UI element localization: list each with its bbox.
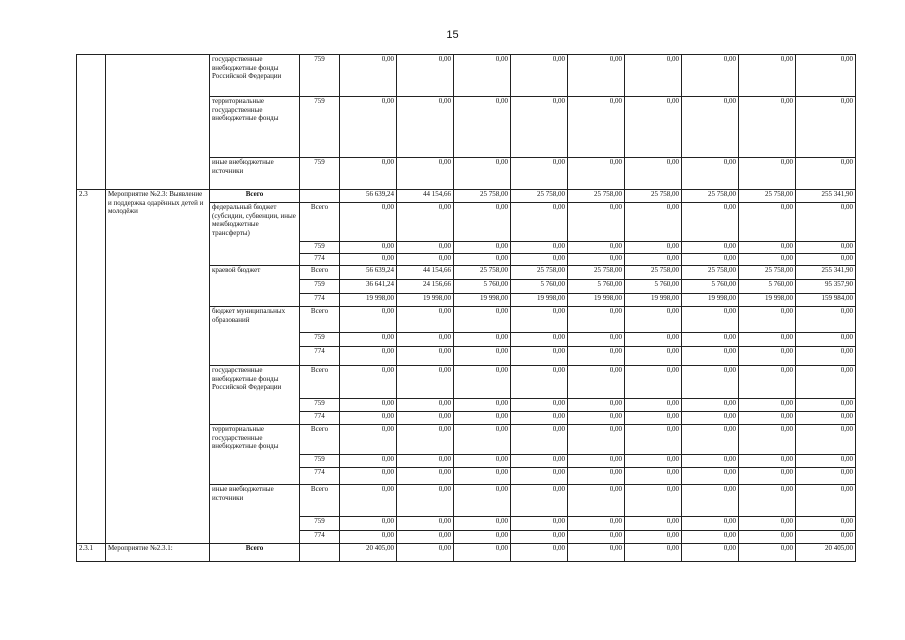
value-cell: 0,00 — [682, 158, 739, 190]
value-cell: 0,00 — [796, 366, 856, 399]
budget-code-cell: 774 — [300, 468, 340, 485]
value-cell: 0,00 — [454, 531, 511, 544]
value-cell: 0,00 — [340, 399, 397, 412]
value-cell: 0,00 — [739, 307, 796, 333]
value-cell: 0,00 — [796, 412, 856, 425]
budget-code-cell: 774 — [300, 254, 340, 266]
value-cell: 0,00 — [397, 242, 454, 254]
value-cell: 25 758,00 — [739, 266, 796, 280]
funding-source-cell: краевой бюджет — [210, 266, 300, 307]
value-cell: 0,00 — [739, 97, 796, 158]
value-cell: 0,00 — [397, 468, 454, 485]
total-label-cell: Всего — [210, 190, 300, 203]
budget-code-cell: Всего — [300, 203, 340, 242]
value-cell: 0,00 — [511, 333, 568, 347]
funding-source-cell: государственные внебюджетные фонды Российской Федерации — [210, 366, 300, 425]
value-cell: 0,00 — [796, 455, 856, 468]
budget-table — [76, 54, 856, 562]
value-cell: 0,00 — [454, 347, 511, 366]
value-cell: 19 998,00 — [625, 294, 682, 307]
value-cell: 0,00 — [568, 366, 625, 399]
value-cell: 0,00 — [796, 307, 856, 333]
value-cell: 0,00 — [568, 158, 625, 190]
value-cell: 0,00 — [397, 158, 454, 190]
value-cell: 0,00 — [397, 544, 454, 562]
measure-name-cell: Мероприятие №2.3: Выявление и поддержка одарённых детей и молодёжи — [106, 190, 210, 544]
row-number-cell: 2.3.1 — [77, 544, 106, 562]
value-cell: 0,00 — [340, 307, 397, 333]
value-cell: 0,00 — [682, 347, 739, 366]
value-cell: 0,00 — [454, 55, 511, 97]
value-cell: 0,00 — [397, 55, 454, 97]
value-cell: 0,00 — [625, 347, 682, 366]
value-cell: 0,00 — [397, 203, 454, 242]
value-cell: 0,00 — [340, 412, 397, 425]
value-cell: 0,00 — [397, 254, 454, 266]
budget-code-cell: Всего — [300, 307, 340, 333]
value-cell: 0,00 — [511, 366, 568, 399]
value-cell: 0,00 — [397, 307, 454, 333]
value-cell: 0,00 — [511, 425, 568, 455]
value-cell: 0,00 — [340, 485, 397, 517]
value-cell: 0,00 — [454, 517, 511, 531]
budget-code-cell: 759 — [300, 333, 340, 347]
value-cell: 0,00 — [739, 158, 796, 190]
value-cell: 0,00 — [397, 347, 454, 366]
value-cell: 19 998,00 — [397, 294, 454, 307]
value-cell: 0,00 — [568, 531, 625, 544]
budget-code-cell: 774 — [300, 347, 340, 366]
value-cell: 0,00 — [625, 333, 682, 347]
value-cell: 0,00 — [568, 544, 625, 562]
value-cell: 0,00 — [739, 347, 796, 366]
value-cell: 0,00 — [454, 307, 511, 333]
value-cell: 0,00 — [682, 399, 739, 412]
value-cell: 0,00 — [397, 517, 454, 531]
value-cell: 0,00 — [568, 517, 625, 531]
value-cell: 0,00 — [340, 242, 397, 254]
page-number: 15 — [446, 29, 459, 41]
value-cell: 19 998,00 — [568, 294, 625, 307]
budget-code-cell: 759 — [300, 242, 340, 254]
value-cell: 255 341,90 — [796, 266, 856, 280]
value-cell: 24 156,66 — [397, 280, 454, 294]
value-cell: 0,00 — [682, 517, 739, 531]
value-cell: 0,00 — [625, 412, 682, 425]
value-cell: 44 154,66 — [397, 190, 454, 203]
value-cell: 0,00 — [796, 254, 856, 266]
value-cell: 19 998,00 — [739, 294, 796, 307]
value-cell: 0,00 — [511, 242, 568, 254]
value-cell: 0,00 — [397, 399, 454, 412]
value-cell: 0,00 — [340, 455, 397, 468]
value-cell: 0,00 — [682, 468, 739, 485]
value-cell: 25 758,00 — [454, 266, 511, 280]
value-cell: 0,00 — [454, 399, 511, 412]
value-cell: 0,00 — [511, 254, 568, 266]
funding-source-cell: иные внебюджетные источники — [210, 158, 300, 190]
value-cell: 44 154,66 — [397, 266, 454, 280]
value-cell: 0,00 — [511, 485, 568, 517]
value-cell: 25 758,00 — [625, 266, 682, 280]
value-cell: 25 758,00 — [625, 190, 682, 203]
budget-code-cell: Всего — [300, 425, 340, 455]
value-cell: 0,00 — [568, 55, 625, 97]
value-cell: 0,00 — [454, 242, 511, 254]
value-cell: 0,00 — [739, 242, 796, 254]
value-cell: 0,00 — [739, 531, 796, 544]
value-cell: 0,00 — [739, 412, 796, 425]
value-cell: 0,00 — [682, 425, 739, 455]
value-cell: 0,00 — [625, 517, 682, 531]
value-cell: 0,00 — [739, 544, 796, 562]
value-cell: 0,00 — [625, 399, 682, 412]
budget-code-cell: 774 — [300, 531, 340, 544]
budget-code-cell: 759 — [300, 517, 340, 531]
value-cell: 0,00 — [625, 455, 682, 468]
table-row — [77, 55, 856, 97]
funding-source-cell: иные внебюджетные источники — [210, 485, 300, 544]
value-cell: 0,00 — [625, 307, 682, 333]
value-cell: 25 758,00 — [454, 190, 511, 203]
value-cell: 0,00 — [397, 97, 454, 158]
budget-code-cell: 759 — [300, 97, 340, 158]
value-cell: 0,00 — [739, 399, 796, 412]
value-cell: 0,00 — [340, 97, 397, 158]
value-cell: 255 341,90 — [796, 190, 856, 203]
funding-source-cell: территориальные государственные внебюджетные фонды — [210, 425, 300, 485]
value-cell: 25 758,00 — [739, 190, 796, 203]
measure-name-cell — [106, 55, 210, 190]
value-cell: 0,00 — [568, 399, 625, 412]
value-cell: 0,00 — [511, 455, 568, 468]
budget-code-cell: 774 — [300, 294, 340, 307]
value-cell: 56 639,24 — [340, 190, 397, 203]
measure-name-cell: Мероприятие №2.3.1: — [106, 544, 210, 562]
budget-code-cell: Всего — [300, 366, 340, 399]
value-cell: 0,00 — [511, 517, 568, 531]
value-cell: 0,00 — [568, 425, 625, 455]
value-cell: 0,00 — [568, 254, 625, 266]
value-cell: 25 758,00 — [568, 190, 625, 203]
value-cell: 0,00 — [511, 158, 568, 190]
value-cell: 0,00 — [397, 412, 454, 425]
value-cell: 0,00 — [796, 347, 856, 366]
value-cell: 5 760,00 — [739, 280, 796, 294]
value-cell: 0,00 — [454, 158, 511, 190]
value-cell: 0,00 — [682, 366, 739, 399]
value-cell: 0,00 — [739, 366, 796, 399]
value-cell: 0,00 — [397, 366, 454, 399]
value-cell: 0,00 — [511, 97, 568, 158]
value-cell: 0,00 — [796, 242, 856, 254]
funding-source-cell: бюджет муниципальных образований — [210, 307, 300, 366]
value-cell: 0,00 — [340, 203, 397, 242]
value-cell: 5 760,00 — [454, 280, 511, 294]
value-cell: 0,00 — [454, 468, 511, 485]
budget-code-cell: 759 — [300, 280, 340, 294]
value-cell: 0,00 — [796, 333, 856, 347]
value-cell: 19 998,00 — [682, 294, 739, 307]
value-cell: 25 758,00 — [682, 190, 739, 203]
value-cell: 0,00 — [568, 333, 625, 347]
value-cell: 0,00 — [397, 455, 454, 468]
value-cell: 0,00 — [739, 468, 796, 485]
value-cell: 0,00 — [796, 468, 856, 485]
funding-source-cell: федеральный бюджет (субсидии, субвенции, иные межбюджетные трансферты) — [210, 203, 300, 266]
value-cell: 0,00 — [511, 203, 568, 242]
value-cell: 0,00 — [739, 485, 796, 517]
value-cell: 0,00 — [568, 203, 625, 242]
value-cell: 0,00 — [340, 254, 397, 266]
value-cell: 0,00 — [511, 399, 568, 412]
value-cell: 0,00 — [682, 97, 739, 158]
budget-code-cell: 759 — [300, 399, 340, 412]
funding-source-cell: государственные внебюджетные фонды Российской Федерации — [210, 55, 300, 97]
value-cell: 0,00 — [454, 203, 511, 242]
value-cell: 0,00 — [739, 425, 796, 455]
value-cell: 0,00 — [568, 307, 625, 333]
value-cell: 0,00 — [568, 455, 625, 468]
value-cell: 0,00 — [454, 412, 511, 425]
value-cell: 0,00 — [796, 517, 856, 531]
value-cell: 0,00 — [340, 347, 397, 366]
value-cell: 0,00 — [454, 366, 511, 399]
value-cell: 0,00 — [739, 55, 796, 97]
budget-code-cell: Всего — [300, 266, 340, 280]
value-cell: 0,00 — [568, 468, 625, 485]
value-cell: 0,00 — [340, 517, 397, 531]
value-cell: 0,00 — [340, 366, 397, 399]
value-cell: 0,00 — [739, 333, 796, 347]
value-cell: 0,00 — [682, 242, 739, 254]
value-cell: 0,00 — [796, 531, 856, 544]
budget-code-cell — [300, 544, 340, 562]
row-number-cell — [77, 55, 106, 190]
value-cell: 0,00 — [625, 531, 682, 544]
value-cell: 0,00 — [682, 531, 739, 544]
funding-source-cell: территориальные государственные внебюджетные фонды — [210, 97, 300, 158]
value-cell: 0,00 — [796, 203, 856, 242]
value-cell: 0,00 — [796, 425, 856, 455]
value-cell: 0,00 — [625, 425, 682, 455]
value-cell: 0,00 — [682, 485, 739, 517]
value-cell: 95 357,90 — [796, 280, 856, 294]
value-cell: 19 998,00 — [511, 294, 568, 307]
value-cell: 0,00 — [340, 531, 397, 544]
value-cell: 0,00 — [682, 544, 739, 562]
value-cell: 0,00 — [796, 399, 856, 412]
value-cell: 0,00 — [454, 254, 511, 266]
value-cell: 0,00 — [625, 55, 682, 97]
budget-code-cell: 774 — [300, 412, 340, 425]
value-cell: 159 984,00 — [796, 294, 856, 307]
value-cell: 0,00 — [739, 254, 796, 266]
value-cell: 0,00 — [340, 158, 397, 190]
value-cell: 0,00 — [625, 242, 682, 254]
value-cell: 0,00 — [340, 333, 397, 347]
value-cell: 0,00 — [511, 531, 568, 544]
value-cell: 0,00 — [625, 254, 682, 266]
value-cell: 0,00 — [739, 517, 796, 531]
value-cell: 0,00 — [625, 544, 682, 562]
value-cell: 25 758,00 — [568, 266, 625, 280]
value-cell: 25 758,00 — [511, 266, 568, 280]
value-cell: 0,00 — [682, 455, 739, 468]
value-cell: 0,00 — [511, 347, 568, 366]
value-cell: 25 758,00 — [682, 266, 739, 280]
value-cell: 0,00 — [454, 485, 511, 517]
value-cell: 0,00 — [397, 485, 454, 517]
value-cell: 0,00 — [340, 55, 397, 97]
value-cell: 0,00 — [625, 97, 682, 158]
value-cell: 0,00 — [625, 158, 682, 190]
value-cell: 0,00 — [397, 333, 454, 347]
value-cell: 0,00 — [340, 425, 397, 455]
value-cell: 0,00 — [796, 485, 856, 517]
value-cell: 0,00 — [568, 347, 625, 366]
budget-code-cell: 759 — [300, 55, 340, 97]
value-cell: 0,00 — [625, 203, 682, 242]
value-cell: 0,00 — [568, 242, 625, 254]
value-cell: 0,00 — [568, 97, 625, 158]
value-cell: 19 998,00 — [340, 294, 397, 307]
value-cell: 5 760,00 — [682, 280, 739, 294]
value-cell: 0,00 — [625, 366, 682, 399]
value-cell: 56 639,24 — [340, 266, 397, 280]
value-cell: 0,00 — [682, 307, 739, 333]
total-label-cell: Всего — [210, 544, 300, 562]
value-cell: 20 405,00 — [340, 544, 397, 562]
value-cell: 0,00 — [625, 468, 682, 485]
value-cell: 0,00 — [511, 412, 568, 425]
table-row — [77, 544, 856, 562]
value-cell: 0,00 — [796, 158, 856, 190]
value-cell: 0,00 — [796, 55, 856, 97]
table-row — [77, 190, 856, 203]
value-cell: 0,00 — [340, 468, 397, 485]
value-cell: 0,00 — [739, 203, 796, 242]
value-cell: 0,00 — [625, 485, 682, 517]
value-cell: 0,00 — [682, 55, 739, 97]
value-cell: 0,00 — [511, 55, 568, 97]
value-cell: 5 760,00 — [568, 280, 625, 294]
row-number-cell: 2.3 — [77, 190, 106, 544]
budget-code-cell: 759 — [300, 455, 340, 468]
value-cell: 25 758,00 — [511, 190, 568, 203]
value-cell: 0,00 — [397, 531, 454, 544]
value-cell: 0,00 — [454, 455, 511, 468]
value-cell: 0,00 — [568, 412, 625, 425]
value-cell: 20 405,00 — [796, 544, 856, 562]
value-cell: 0,00 — [682, 203, 739, 242]
value-cell: 0,00 — [454, 544, 511, 562]
value-cell: 0,00 — [568, 485, 625, 517]
value-cell: 0,00 — [682, 254, 739, 266]
budget-code-cell: 759 — [300, 158, 340, 190]
value-cell: 36 641,24 — [340, 280, 397, 294]
value-cell: 19 998,00 — [454, 294, 511, 307]
value-cell: 0,00 — [511, 544, 568, 562]
value-cell: 0,00 — [511, 307, 568, 333]
value-cell: 0,00 — [682, 333, 739, 347]
value-cell: 0,00 — [796, 97, 856, 158]
value-cell: 0,00 — [397, 425, 454, 455]
budget-code-cell — [300, 190, 340, 203]
value-cell: 0,00 — [739, 455, 796, 468]
value-cell: 0,00 — [454, 97, 511, 158]
value-cell: 0,00 — [454, 333, 511, 347]
value-cell: 5 760,00 — [511, 280, 568, 294]
value-cell: 5 760,00 — [625, 280, 682, 294]
value-cell: 0,00 — [454, 425, 511, 455]
budget-code-cell: Всего — [300, 485, 340, 517]
value-cell: 0,00 — [682, 412, 739, 425]
value-cell: 0,00 — [511, 468, 568, 485]
